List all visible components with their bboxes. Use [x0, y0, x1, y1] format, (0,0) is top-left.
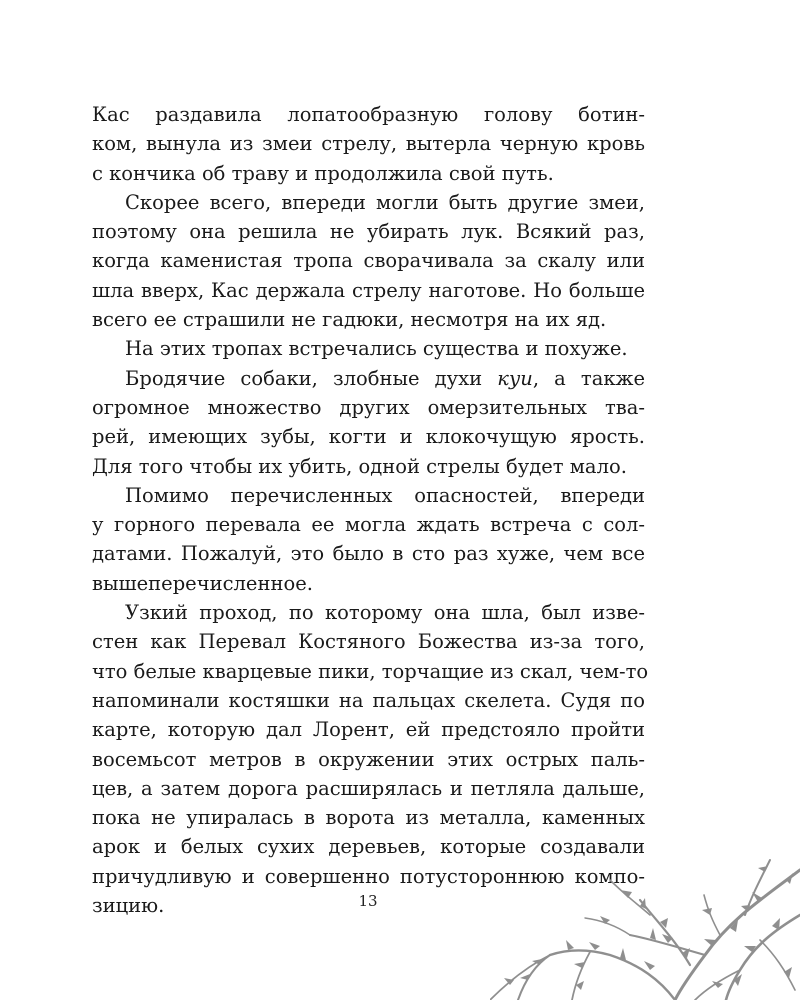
text-line: с кончика об траву и продолжила свой путь. — [92, 161, 554, 185]
text-line: напоминали костяшки на пальцах скелета. Судя по — [92, 688, 645, 712]
text-line: рей, имеющих зубы, когти и клокочущую ярость. — [92, 425, 645, 449]
text-line: Узкий проход, по которому она шла, был изве- — [125, 601, 645, 625]
text-line: датами. Пожалуй, это было в сто раз хуже, чем все — [92, 542, 645, 566]
text-line: пока не упиралась в ворота из металла, каменных — [92, 806, 645, 830]
text-segment: , а также — [532, 366, 645, 390]
text-line: Помимо перечисленных опасностей, впереди — [125, 483, 645, 507]
text-line: ком, вынула из змеи стрелу, вытерла черную кровь — [92, 132, 645, 156]
page-number: 13 — [358, 892, 378, 910]
text-line — [92, 364, 645, 393]
text-line: цев, а затем дорога расширялась и петляла дальше, — [92, 776, 645, 800]
text-segment: Бродячие собаки, злобные духи — [125, 366, 483, 390]
text-line: зицию. — [92, 894, 165, 918]
text-line: арок и белых сухих деревьев, которые создавали — [92, 835, 645, 859]
text-line: огромное множество других омерзительных тва- — [92, 395, 645, 419]
text-line: вышеперечисленное. — [92, 571, 313, 595]
text-line: что белые кварцевые пики, торчащие из скал, чем-то — [92, 659, 649, 683]
text-line: когда каменистая тропа сворачивала за скалу или — [92, 249, 645, 273]
italic-word: куи — [497, 366, 533, 390]
text-line: восемьсот метров в окружении этих острых паль- — [92, 747, 645, 771]
text-line: причудливую и совершенно потустороннюю компо- — [92, 864, 645, 888]
text-line: шла вверх, Кас держала стрелу наготове. Но больше — [92, 278, 645, 302]
text-line: стен как Перевал Костяного Божества из-за того, — [92, 630, 645, 654]
text-line: Для того чтобы их убить, одной стрелы будет мало. — [92, 454, 627, 478]
text-line: поэтому она решила не убирать лук. Всякий раз, — [92, 220, 645, 244]
body-text — [92, 100, 649, 920]
text-line: Скорее всего, впереди могли быть другие змеи, — [125, 190, 645, 214]
thorny-branches-icon — [490, 840, 800, 1000]
text-line: всего ее страшили не гадюки, несмотря на их яд. — [92, 308, 607, 332]
text-line: у горного перевала ее могла ждать встреча с сол- — [92, 513, 645, 537]
text-line: На этих тропах встречались существа и похуже. — [125, 337, 628, 361]
text-line: Кас раздавила лопатообразную голову ботин- — [92, 103, 645, 126]
text-line: карте, которую дал Лорент, ей предстояло пройти — [92, 718, 645, 742]
